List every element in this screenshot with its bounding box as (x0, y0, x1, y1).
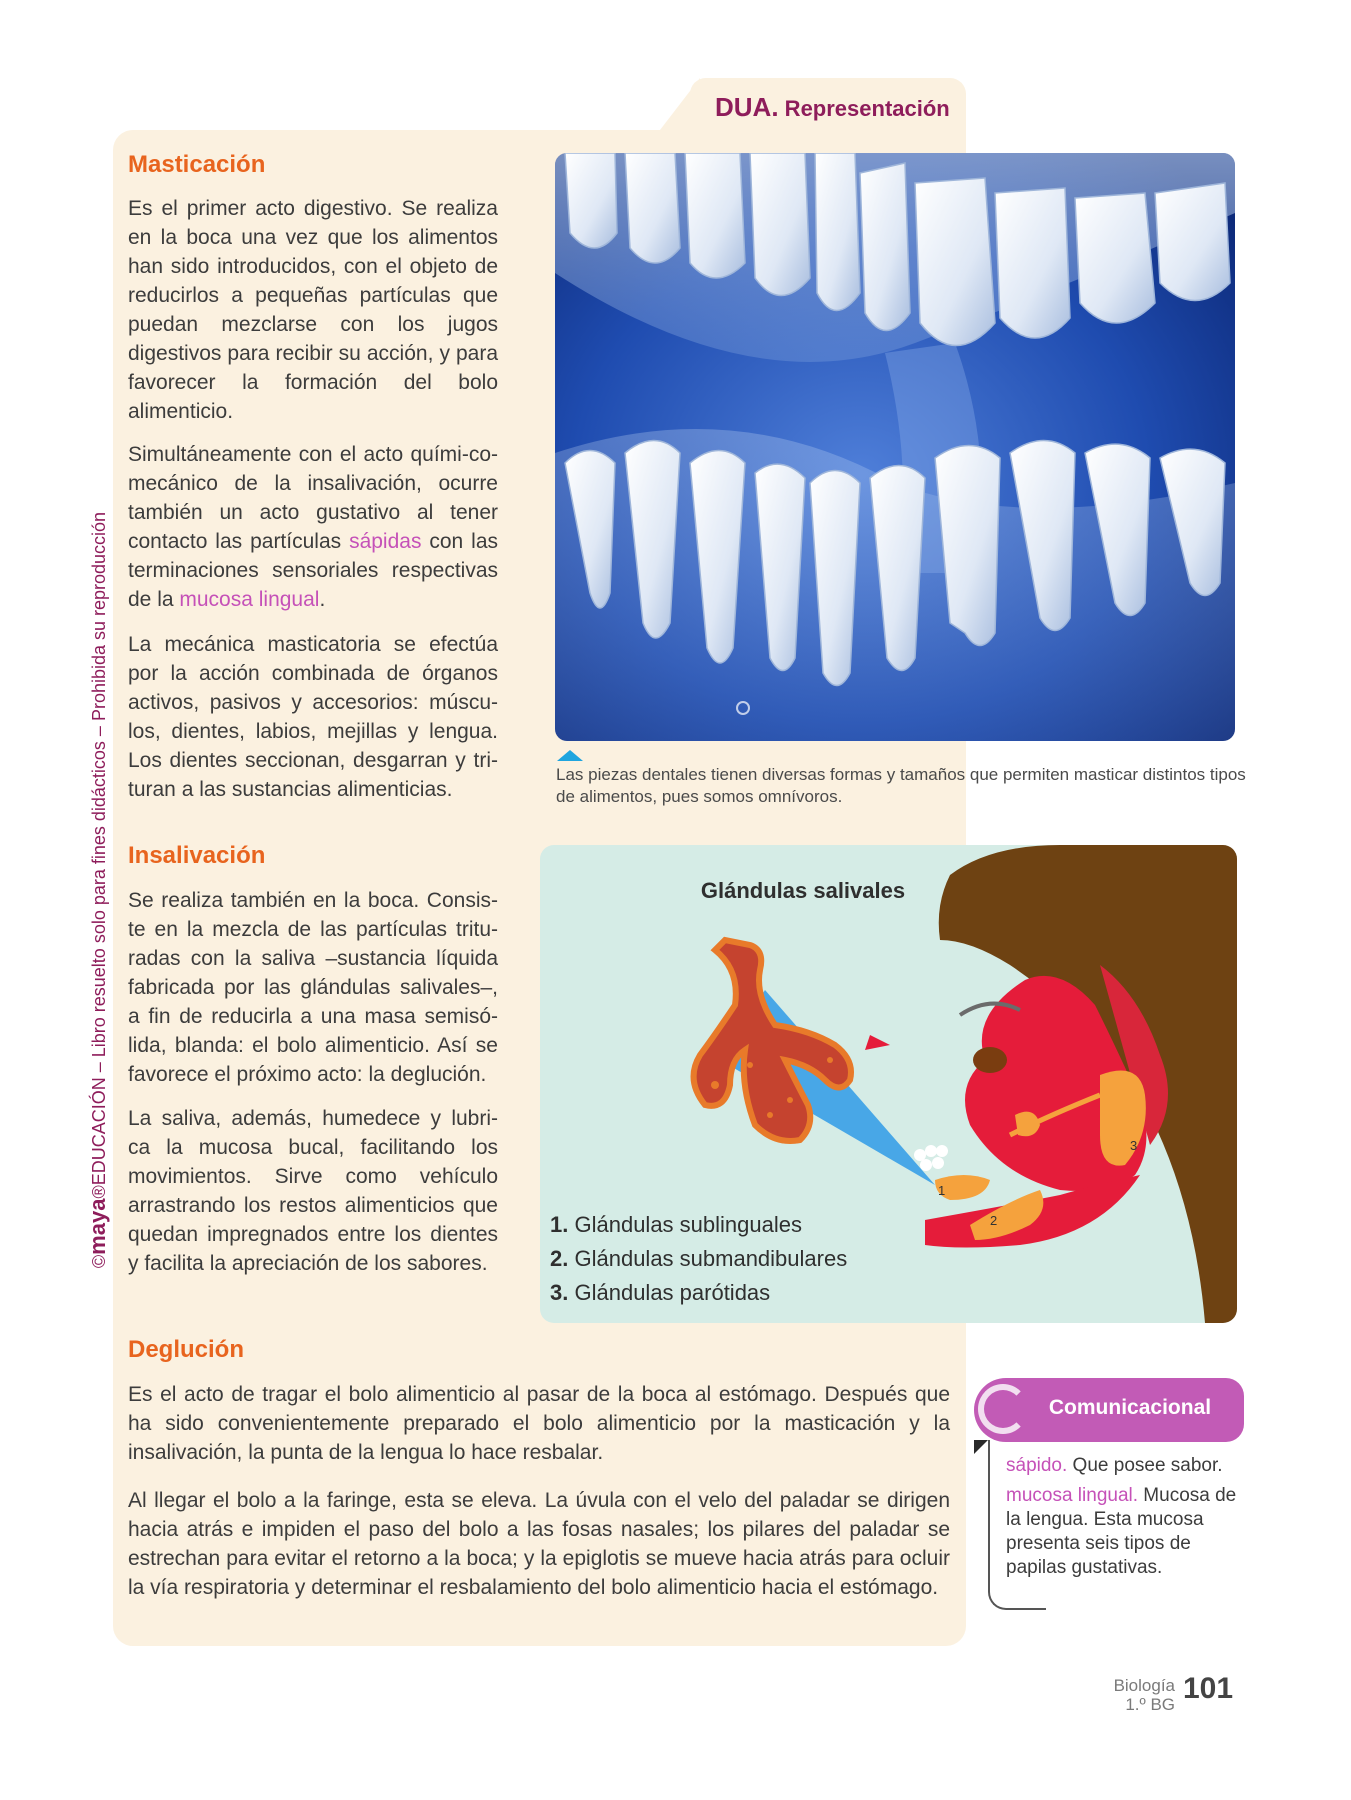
insalivacion-p1: Se realiza también en la boca. Consis-te en la mezcla de las partículas tritu-radas con la saliva –sustancia líquida fabricada por las glándulas salivales–, a fin de reducirla a una masa semisó-lida, blanda: el bolo alimenticio. Así se favorece el próximo acto: la deglución. (128, 889, 498, 1086)
masticacion-p1: Es el primer acto digestivo. Se realiza en la boca una vez que los alimentos han sido introducidos, con el objeto de reducirlos a pequeñas partículas que puedan mezclarse con los jugos digestivos para recibir su acción, y para favorecer la formación del bolo alimenticio. (128, 197, 498, 423)
deglucion-p2: Al llegar el bolo a la faringe, esta se eleva. La úvula con el velo del paladar se dirigen hacia atrás e impiden el paso del bolo a las fosas nasales; los pilares del paladar se estrechan para evitar el retorno a la boca; y la epiglotis se mueve hacia atrás para ocluir la vía respiratoria y determinar el resbalamiento del bolo alimenticio hacia el estómago. (128, 1489, 950, 1599)
glands-title: Glándulas salivales (700, 878, 906, 903)
comunicacional-title: Comunicacional (1048, 1396, 1212, 1419)
term-sapidas: sápidas (349, 530, 422, 553)
glands-legend (550, 1208, 847, 1310)
comunicacional-c-icon (978, 1384, 1028, 1434)
salivary-glands-figure (540, 845, 1237, 1323)
deglucion-p1: Es el acto de tragar el bolo alimenticio al pasar de la boca al estómago. Después que ha sido convenientemente preparado el bolo alimenticio por la masticación y la insalivación, la punta de la lengua lo hace resbalar. (128, 1383, 950, 1464)
comunicacional-corner (974, 1440, 988, 1454)
masticacion-p3: La mecánica masticatoria se efectúa por la acción combinada de órganos activos, pasivos y accesorios: múscu-los, dientes, labios, mejillas y lengua. Los dientes seccionan, desgarran y tri-turan a las sustancias alimenticias. (128, 633, 498, 801)
copyright-sidebar: ©maya®EDUCACIÓN – Libro resuelto solo para fines didácticos – Prohibida su reproducción (85, 511, 110, 1269)
page-number: 101 (1183, 1672, 1234, 1705)
marker-1: 1 (938, 1183, 946, 1198)
glossary-mucosa-lingual: mucosa lingual. Mucosa de la lengua. Esta mucosa presenta seis tipos de papilas gustativas. (1006, 1485, 1237, 1578)
gland-item-submandibulares: 2. Glándulas submandibulares (550, 1246, 848, 1271)
gland-item-sublinguales: 1. Glándulas sublinguales (550, 1212, 802, 1237)
term-mucosa-lingual: mucosa lingual (179, 588, 320, 611)
caption-triangle-icon (557, 750, 583, 761)
marker-3: 3 (1130, 1138, 1138, 1153)
footer-subject: Biología 1.º BG (1113, 1676, 1175, 1714)
glossary (1006, 1454, 1246, 1580)
masticacion-p2: Simultáneamente con el acto quími-co-mecánico de la insalivación, ocurre también un acto gustativo al tener contacto las partículas sápidas con las terminaciones sensoriales respectivas de la mucosa lingual. (128, 443, 499, 611)
glossary-sapido: sápido. Que posee sabor. (1006, 1455, 1223, 1476)
gland-item-parotidas: 3. Glándulas parótidas (550, 1280, 771, 1305)
heading-insalivacion: Insalivación (128, 842, 266, 869)
insalivacion-p2: La saliva, además, humedece y lubri-ca la mucosa bucal, facilitando los movimientos. Sirve como vehículo arrastrando los restos alimenticios que quedan impregnados entre los dientes y facilita la apreciación de los sabores. (128, 1107, 498, 1275)
heading-masticacion: Masticación (128, 151, 266, 178)
marker-2: 2 (990, 1213, 998, 1228)
dua-label: DUA. Representación (715, 92, 950, 122)
maya-logo: maya (85, 1198, 110, 1255)
teeth-caption: Las piezas dentales tienen diversas formas y tamaños que permiten masticar distintos tipos de alimentos, pues somos omnívoros. (556, 765, 1246, 806)
teeth-illustration (555, 153, 1235, 741)
heading-deglucion: Deglución (128, 1336, 245, 1363)
